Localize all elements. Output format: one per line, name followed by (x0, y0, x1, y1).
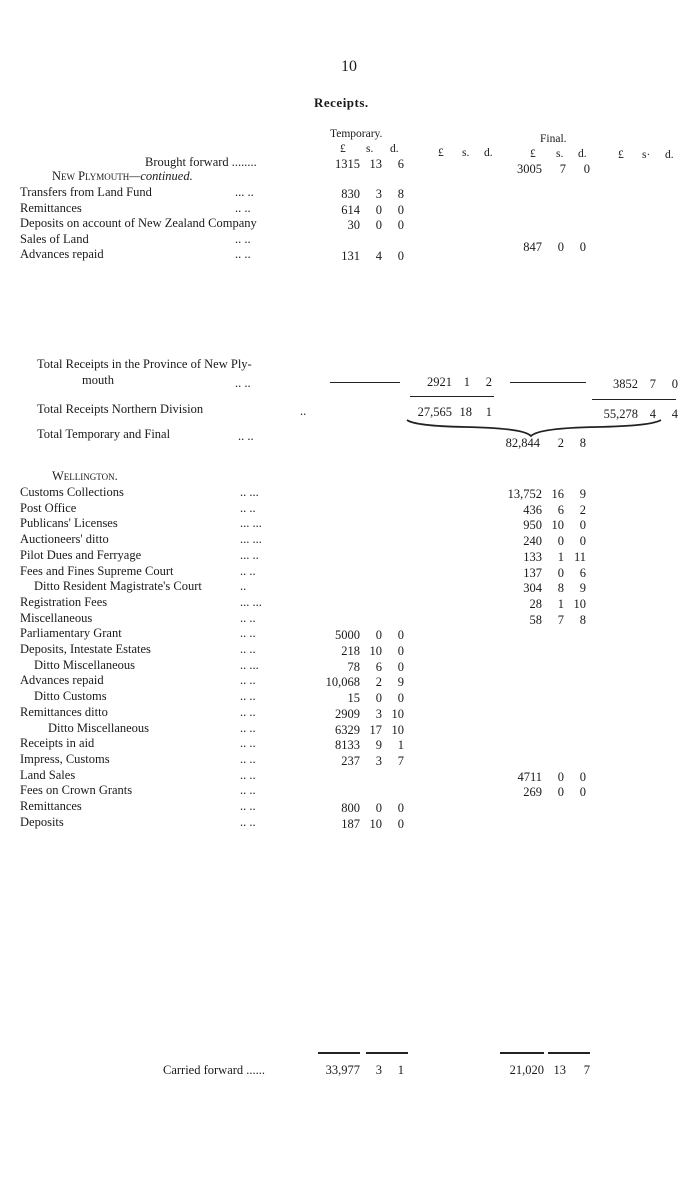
total-combined-label: Total Temporary and Final (37, 427, 171, 441)
row-label: Advances repaid (20, 247, 104, 261)
row-label: Deposits on account of New Zealand Company (20, 216, 257, 230)
row-final-pence: 0 (579, 785, 586, 800)
total-combined-pounds: 82,844 (505, 436, 540, 450)
row-temp-pence: 0 (397, 691, 404, 706)
final-pence-header: d. (578, 148, 587, 160)
row-final-shillings: 0 (557, 239, 564, 254)
row-label: Receipts in aid (20, 736, 95, 751)
row-final-pence: 0 (579, 534, 586, 549)
row-label: Remittances ditto (20, 704, 108, 719)
total-northern-temp-pence: 1 (485, 405, 492, 419)
row-label: Publicans' Licenses (20, 516, 118, 531)
row-label: Deposits, Intestate Estates (20, 642, 151, 656)
row-final-pounds: 13,752 (507, 487, 542, 501)
brace-icon (405, 418, 665, 438)
final-header: Final. (540, 133, 567, 145)
rule-carried-final-pounds (500, 1052, 544, 1054)
row-temp-pence: 7 (397, 753, 404, 768)
row-final-pence: 2 (579, 502, 586, 517)
row-leader-dots: .. .. (240, 751, 256, 766)
row-final-pounds: 4711 (517, 769, 542, 784)
row-label: Fees and Fines Supreme Court (20, 563, 174, 578)
row-leader-dots: .. .. (240, 642, 256, 656)
row-temp-pounds: 78 (347, 659, 360, 674)
row-final-shillings: 0 (557, 785, 564, 800)
total-province-temp-pence: 2 (485, 375, 492, 389)
row-temp-pounds: 8133 (335, 738, 360, 753)
carried-forward-label: Carried forward ...... (163, 1063, 266, 1077)
row-temp-shillings: 4 (375, 249, 382, 263)
row-temp-pounds: 614 (341, 202, 360, 217)
carried-forward-final-shillings: 13 (553, 1063, 566, 1077)
section-heading-wellington: Wellington. (52, 469, 118, 483)
brought-forward-final-pounds: 3005 (517, 162, 542, 176)
row-temp-pence: 0 (397, 218, 404, 232)
row-final-pence: 9 (579, 581, 586, 596)
row-temp-pence: 0 (397, 628, 404, 643)
row-label: Customs Collections (20, 485, 124, 499)
row-temp-pence: 10 (391, 722, 404, 737)
brought-forward-temp-pounds: 1315 (335, 157, 360, 171)
total-province-final-shillings: 7 (649, 377, 656, 391)
row-label: Pilot Dues and Ferryage (20, 547, 142, 562)
row-temp-pounds: 30 (347, 218, 360, 232)
row-temp-shillings: 0 (375, 691, 382, 706)
row-final-pence: 0 (579, 518, 586, 533)
row-final-shillings: 0 (557, 565, 564, 580)
row-final-pounds: 269 (523, 785, 542, 800)
temp-pence-header: d. (390, 143, 399, 155)
brought-forward-label: Brought forward ........ (145, 155, 257, 169)
row-temp-pence: 9 (397, 675, 404, 690)
total-province-label-2: mouth (82, 373, 114, 387)
total-northern-final-pence: 4 (671, 407, 678, 421)
row-final-pence: 9 (579, 487, 586, 501)
temp-pounds-header: £ (340, 143, 346, 155)
row-leader-dots: .. .. (240, 814, 256, 829)
row-final-shillings: 1 (557, 549, 564, 564)
row-label: Ditto Customs (34, 689, 107, 704)
temp-total-pence-header: d. (484, 147, 493, 159)
total-province-label-1: Total Receipts in the Province of New Ply- (37, 357, 252, 371)
row-temp-shillings: 10 (369, 644, 382, 658)
row-temp-pence: 0 (397, 816, 404, 831)
temp-total-shillings-header: s. (462, 147, 470, 159)
temporary-header: Temporary. (330, 128, 383, 140)
row-temp-pence: 0 (397, 659, 404, 674)
total-province-temp-pounds: 2921 (427, 375, 452, 389)
row-temp-pence: 10 (391, 706, 404, 721)
row-leader-dots: .. .. (240, 626, 256, 641)
row-label: Remittances (20, 799, 82, 813)
row-leader-dots: .. .. (240, 563, 256, 578)
row-temp-pounds: 2909 (335, 706, 360, 721)
final-total-pounds-header: £ (618, 149, 624, 161)
final-total-shillings-header: s· (642, 149, 651, 161)
new-plymouth-heading: New Plymouth (52, 169, 130, 183)
row-temp-pence: 0 (397, 644, 404, 658)
row-temp-pounds: 15 (347, 691, 360, 706)
row-temp-shillings: 0 (375, 628, 382, 643)
row-final-pounds: 28 (529, 596, 542, 611)
row-label: Sales of Land (20, 231, 89, 246)
row-final-pounds: 304 (523, 581, 542, 596)
total-combined-pence: 8 (579, 436, 586, 450)
carried-forward-final-pounds: 21,020 (509, 1063, 544, 1077)
row-leader-dots: .. .. (240, 673, 256, 688)
temp-shillings-header: s. (366, 143, 374, 155)
row-leader-dots: .. ... (240, 485, 259, 499)
carried-forward-final-pence: 7 (583, 1063, 590, 1077)
row-leader-dots: .. .. (240, 783, 256, 798)
row-final-pounds: 436 (523, 502, 542, 517)
row-temp-pence: 0 (397, 801, 404, 815)
row-final-shillings: 1 (557, 596, 564, 611)
brought-forward-final-shillings: 7 (559, 162, 566, 176)
brought-forward-final-pence: 0 (583, 162, 590, 176)
row-leader-dots: .. .. (240, 736, 256, 751)
final-pounds-header: £ (530, 148, 536, 160)
total-combined-shillings: 2 (557, 436, 564, 450)
row-final-pounds: 58 (529, 612, 542, 627)
row-final-shillings: 0 (557, 769, 564, 784)
row-temp-pounds: 800 (341, 801, 360, 815)
total-northern-final-shillings: 4 (649, 407, 656, 421)
row-temp-shillings: 9 (375, 738, 382, 753)
row-label: Remittances (20, 200, 82, 215)
row-final-pounds: 240 (523, 534, 542, 549)
row-final-pence: 10 (573, 596, 586, 611)
row-temp-shillings: 10 (369, 816, 382, 831)
total-province-dots: .. .. (235, 376, 251, 390)
row-temp-pounds: 10,068 (325, 675, 360, 690)
row-leader-dots: .. .. (240, 767, 256, 782)
row-label: Registration Fees (20, 594, 108, 609)
rule-carried-final-sd (548, 1052, 590, 1054)
row-leader-dots: ... .. (235, 185, 254, 199)
rule-carried-temp-sd (366, 1052, 408, 1054)
new-plymouth-heading-suffix: —continued. (129, 169, 193, 183)
page-title: Receipts. (314, 95, 369, 110)
row-leader-dots: ... ... (240, 532, 262, 547)
row-leader-dots: .. .. (240, 720, 256, 735)
row-final-shillings: 16 (551, 487, 564, 501)
row-label: Auctioneers' ditto (20, 532, 109, 547)
rule-carried-temp-pounds (318, 1052, 360, 1054)
row-temp-pounds: 5000 (335, 628, 360, 643)
row-temp-shillings: 6 (375, 659, 382, 674)
row-temp-pounds: 187 (341, 816, 360, 831)
row-label: Ditto Miscellaneous (34, 657, 136, 672)
row-label: Ditto Resident Magistrate's Court (34, 579, 202, 594)
row-final-pence: 11 (573, 549, 586, 564)
rule-province-temp-dash (330, 382, 400, 383)
row-leader-dots: .. .. (235, 200, 251, 215)
temp-total-pounds-header: £ (438, 147, 444, 159)
rule-northern-final (592, 399, 676, 400)
row-temp-shillings: 17 (369, 722, 382, 737)
row-temp-pounds: 237 (341, 753, 360, 768)
row-temp-shillings: 2 (375, 675, 382, 690)
row-final-pence: 0 (579, 769, 586, 784)
row-final-shillings: 7 (557, 612, 564, 627)
row-final-shillings: 10 (551, 518, 564, 533)
brought-forward-temp-pence: 6 (397, 157, 404, 171)
row-temp-shillings: 0 (375, 801, 382, 815)
row-leader-dots: .. .. (240, 799, 256, 813)
row-temp-pence: 8 (397, 187, 404, 201)
row-temp-shillings: 0 (375, 202, 382, 217)
row-temp-pounds: 131 (341, 249, 360, 263)
row-label: Deposits (20, 814, 64, 829)
row-temp-pence: 1 (397, 738, 404, 753)
row-final-pence: 8 (579, 612, 586, 627)
row-leader-dots: .. .. (240, 689, 256, 704)
total-northern-label: Total Receipts Northern Division (37, 402, 204, 416)
page-number: 10 (341, 58, 357, 75)
row-final-pounds: 133 (523, 549, 542, 564)
row-leader-dots: .. .. (240, 500, 256, 515)
row-leader-dots: .. .. (240, 610, 256, 625)
carried-forward-temp-pence: 1 (397, 1063, 404, 1077)
row-temp-pounds: 218 (341, 644, 360, 658)
final-shillings-header: s. (556, 148, 564, 160)
row-label: Transfers from Land Fund (20, 185, 152, 199)
section-heading-new-plymouth (52, 169, 193, 183)
row-label: Land Sales (20, 767, 76, 782)
total-province-final-pounds: 3852 (613, 377, 638, 391)
row-leader-dots: ... ... (240, 516, 262, 531)
row-temp-pence: 0 (397, 202, 404, 217)
row-label: Ditto Miscellaneous (48, 720, 150, 735)
rule-northern-temp (410, 396, 494, 397)
carried-forward-temp-shillings: 3 (375, 1063, 382, 1077)
row-temp-pounds: 6329 (335, 722, 360, 737)
row-temp-shillings: 3 (375, 706, 382, 721)
row-temp-shillings: 0 (375, 218, 382, 232)
total-northern-dots: .. (300, 404, 307, 418)
row-leader-dots: ... .. (240, 547, 259, 562)
row-final-pounds: 950 (523, 518, 542, 533)
row-leader-dots: .. .. (235, 247, 251, 261)
row-final-pence: 6 (579, 565, 586, 580)
total-northern-final-pounds: 55,278 (603, 407, 638, 421)
row-label: Post Office (20, 500, 77, 515)
row-leader-dots: .. .. (235, 231, 251, 246)
row-label: Impress, Customs (20, 751, 110, 766)
row-label: Fees on Crown Grants (20, 783, 133, 798)
row-leader-dots: ... ... (240, 594, 262, 609)
row-final-pounds: 137 (523, 565, 542, 580)
row-final-shillings: 8 (557, 581, 564, 596)
total-combined-dots: .. .. (238, 429, 254, 443)
row-temp-shillings: 3 (375, 753, 382, 768)
total-province-final-pence: 0 (671, 377, 678, 391)
row-final-shillings: 0 (557, 534, 564, 549)
rule-province-final-dash (510, 382, 586, 383)
row-final-pence: 0 (579, 239, 586, 254)
total-province-temp-shillings: 1 (463, 375, 470, 389)
row-leader-dots: .. (240, 579, 247, 594)
row-final-shillings: 6 (557, 502, 564, 517)
carried-forward-temp-pounds: 33,977 (325, 1063, 360, 1077)
total-northern-temp-shillings: 18 (459, 405, 472, 419)
row-leader-dots: .. ... (240, 657, 259, 672)
row-final-pounds: 847 (523, 239, 542, 254)
total-northern-temp-pounds: 27,565 (417, 405, 452, 419)
brought-forward-temp-shillings: 13 (369, 157, 382, 171)
row-label: Parliamentary Grant (20, 626, 122, 641)
row-temp-pounds: 830 (341, 187, 360, 201)
row-label: Miscellaneous (20, 610, 93, 625)
row-label: Advances repaid (20, 673, 104, 688)
row-temp-pence: 0 (397, 249, 404, 263)
final-total-pence-header: d. (665, 149, 674, 161)
row-temp-shillings: 3 (375, 187, 382, 201)
row-leader-dots: .. .. (240, 704, 256, 719)
